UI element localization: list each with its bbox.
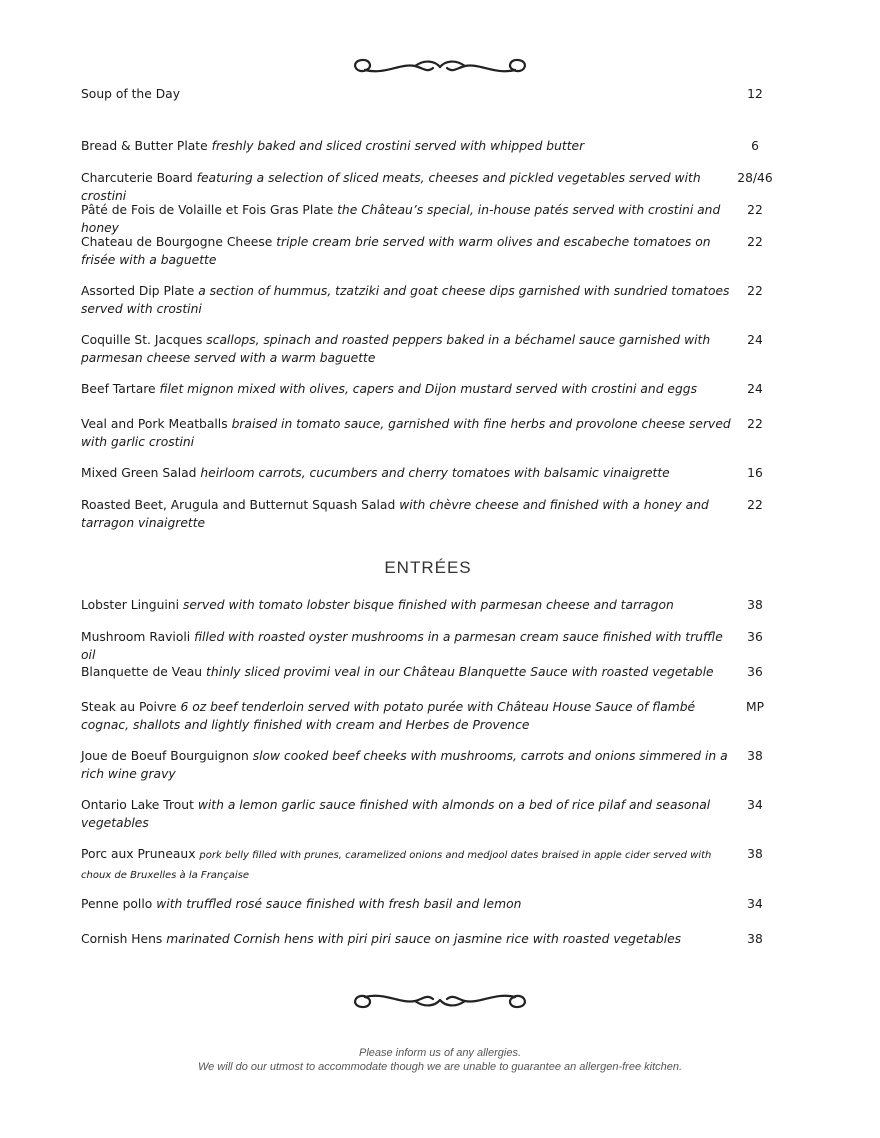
menu-item-name: Lobster Linguini: [81, 598, 180, 612]
menu-item-price: 34: [747, 798, 763, 812]
menu-item-description: with chèvre cheese and finished with a honey and tarragon vinaigrette: [81, 498, 709, 530]
menu-item: [81, 930, 731, 948]
menu-item-name: Steak au Poivre: [81, 700, 177, 714]
menu-item-name: Roasted Beet, Arugula and Butternut Squash Salad: [81, 498, 396, 512]
top-flourish-ornament: [345, 53, 535, 83]
menu-item-description: freshly baked and sliced crostini served with whipped butter: [211, 139, 585, 153]
menu-item-price: 24: [747, 333, 763, 347]
menu-item-name: Porc aux Pruneaux: [81, 847, 196, 861]
menu-item-name: Soup of the Day: [81, 87, 180, 101]
menu-item-price: 22: [747, 235, 763, 249]
menu-item-name: Joue de Boeuf Bourguignon: [81, 749, 249, 763]
menu-item-name: Ontario Lake Trout: [81, 798, 194, 812]
bottom-flourish-ornament: [345, 984, 535, 1014]
menu-item-description: thinly sliced provimi veal in our Château Blanquette Sauce with roasted vegetable: [206, 665, 714, 679]
menu-item-name: Beef Tartare: [81, 382, 156, 396]
menu-item-name: Charcuterie Board: [81, 171, 193, 185]
menu-item: [81, 698, 731, 734]
menu-item-description: triple cream brie served with warm olives and escabeche tomatoes on frisée with a baguette: [81, 235, 711, 267]
menu-item-description: scallops, spinach and roasted peppers baked in a béchamel sauce garnished with parmesan cheese served with a warm baguette: [81, 333, 711, 365]
menu-item-description: heirloom carrots, cucumbers and cherry tomatoes with balsamic vinaigrette: [200, 466, 670, 480]
menu-item-description: pork belly filled with prunes, caramelized onions and medjool dates braised in apple cider served with choux de Bruxelles à la Française: [81, 850, 712, 881]
menu-item-name: Assorted Dip Plate: [81, 284, 195, 298]
menu-item: [81, 233, 731, 269]
menu-item-price: 38: [747, 749, 763, 763]
menu-item-description: marinated Cornish hens with piri piri sauce on jasmine rice with roasted vegetables: [166, 932, 682, 946]
menu-item-name: Veal and Pork Meatballs: [81, 417, 228, 431]
menu-item: [81, 85, 731, 103]
allergy-notice-line1: Please inform us of any allergies.: [358, 1047, 522, 1059]
menu-item-description: with truffled rosé sauce finished with fresh basil and lemon: [156, 897, 522, 911]
menu-item-price: 22: [747, 284, 763, 298]
menu-item-name: Blanquette de Veau: [81, 665, 203, 679]
menu-item-description: slow cooked beef cheeks with mushrooms, carrots and onions simmered in a rich wine gravy: [81, 749, 728, 781]
menu-item: [81, 628, 731, 664]
menu-item-name: Bread & Butter Plate: [81, 139, 208, 153]
menu-item-price: 22: [747, 498, 763, 512]
menu-item: [81, 845, 731, 885]
menu-item: [81, 895, 731, 913]
menu-item-price: 24: [747, 382, 763, 396]
menu-item-name: Mushroom Ravioli: [81, 630, 191, 644]
menu-item-description: 6 oz beef tenderloin served with potato purée with Château House Sauce of flambé cognac, shallots and lightly finished with cream and Herbes de Provence: [81, 700, 696, 732]
menu-item-price: 28/46: [737, 171, 773, 185]
menu-item-price: 36: [747, 665, 763, 679]
menu-item: [81, 496, 731, 532]
menu-item-description: served with tomato lobster bisque finished with parmesan cheese and tarragon: [182, 598, 674, 612]
menu-item-price: 22: [747, 203, 763, 217]
menu-item-price: 38: [747, 598, 763, 612]
menu-item-price: 16: [747, 466, 763, 480]
menu-item-description: braised in tomato sauce, garnished with fine herbs and provolone cheese served with garlic crostini: [81, 417, 731, 449]
menu-item-price: 34: [747, 897, 763, 911]
menu-item-price: 38: [747, 847, 763, 861]
entrees-heading: ENTRÉES: [384, 558, 472, 577]
menu-item-description: filled with roasted oyster mushrooms in a parmesan cream sauce finished with truffle oil: [81, 630, 723, 662]
menu-item: [81, 415, 731, 451]
menu-item-description: filet mignon mixed with olives, capers and Dijon mustard served with crostini and eggs: [159, 382, 697, 396]
menu-item: [81, 380, 731, 398]
menu-item-price: 36: [747, 630, 763, 644]
menu-item-name: Cornish Hens: [81, 932, 163, 946]
allergy-notice-line2: We will do our utmost to accommodate though we are unable to guarantee an allergen-free kitchen.: [197, 1061, 683, 1073]
menu-item-description: a section of hummus, tzatziki and goat cheese dips garnished with sundried tomatoes served with crostini: [81, 284, 730, 316]
menu-item-price: 12: [747, 87, 763, 101]
menu-item-name: Coquille St. Jacques: [81, 333, 203, 347]
menu-item: [81, 282, 731, 318]
allergy-notice: [0, 1046, 880, 1074]
menu-item-price: MP: [745, 700, 765, 714]
menu-item-price: 38: [747, 932, 763, 946]
menu-item: [81, 796, 731, 832]
menu-item-description: with a lemon garlic sauce finished with almonds on a bed of rice pilaf and seasonal vegetables: [81, 798, 711, 830]
menu-item: [81, 663, 731, 681]
menu-item: [81, 747, 731, 783]
menu-item: [81, 596, 731, 614]
menu-item: [81, 137, 731, 155]
menu-item-description: featuring a selection of sliced meats, cheeses and pickled vegetables served with crostini: [81, 171, 701, 203]
menu-item: [81, 331, 731, 367]
menu-item-price: 6: [751, 139, 759, 153]
menu-item: [81, 201, 731, 237]
menu-item-price: 22: [747, 417, 763, 431]
menu-item-name: Pâté de Fois de Volaille et Fois Gras Plate: [81, 203, 334, 217]
menu-item: [81, 169, 731, 205]
menu-item-name: Penne pollo: [81, 897, 153, 911]
menu-item-description: the Château’s special, in-house patés served with crostini and honey: [81, 203, 721, 235]
menu-item-name: Chateau de Bourgogne Cheese: [81, 235, 273, 249]
menu-item-name: Mixed Green Salad: [81, 466, 197, 480]
menu-item: [81, 464, 731, 482]
